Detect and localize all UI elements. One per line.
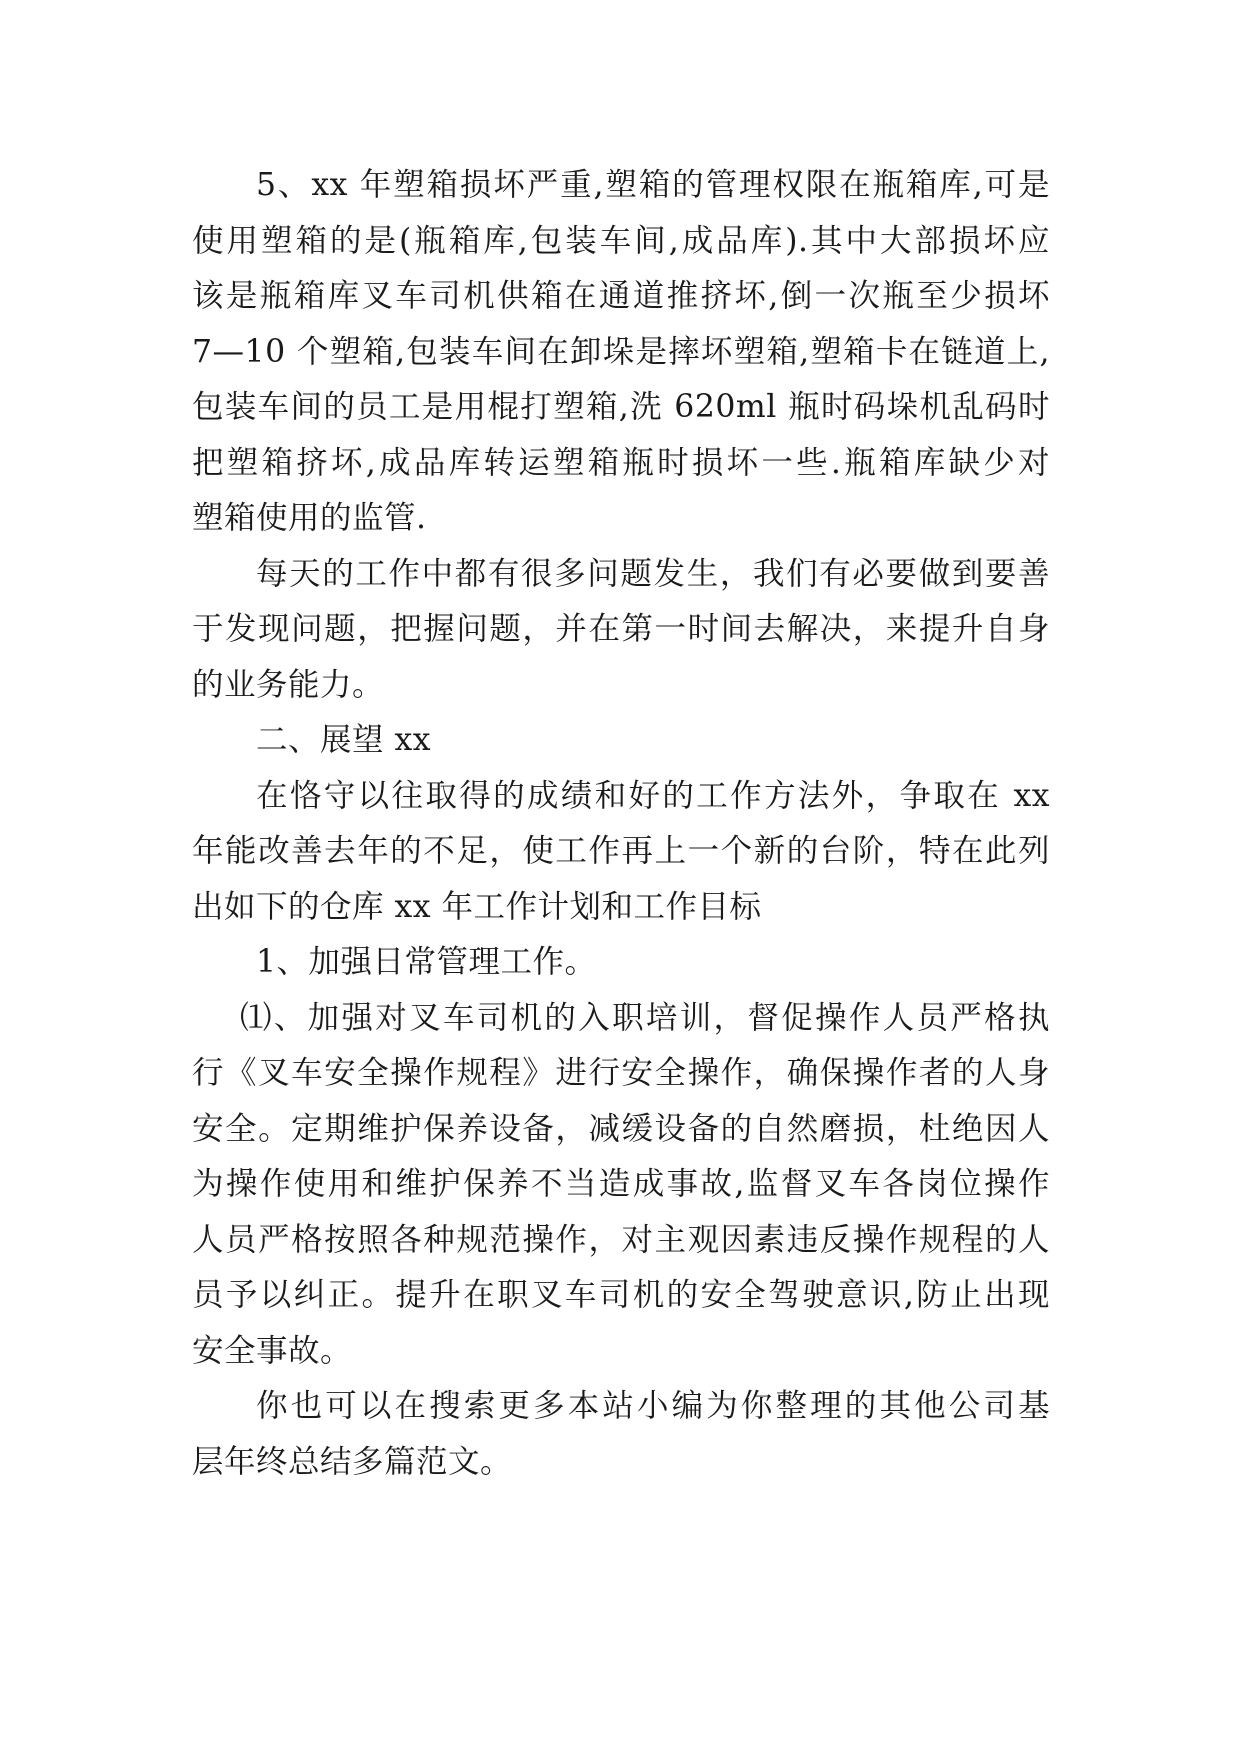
text-line: 包装车间的员工是用棍打塑箱,洗 620ml 瓶时码垛机乱码时 [192,389,1050,425]
text-line: 塑箱使用的监管. [192,500,427,536]
paragraph-forklift-training [192,991,1050,1380]
text-line: 安全。定期维护保养设备，减缓设备的自然磨损，杜绝因人 [192,1110,1050,1147]
text-line: 的业务能力。 [192,666,385,703]
list-item-daily-management [192,935,1050,991]
text-line: 每天的工作中都有很多问题发生，我们有必要做到要善 [256,555,1050,592]
text-line: 使用塑箱的是(瓶箱库,包装车间,成品库).其中大部损坏应 [192,222,1050,259]
text-line: ⑴、加强对叉车司机的入职培训，督促操作人员严格执 [240,999,1050,1036]
text-line: 年能改善去年的不足，使工作再上一个新的台阶，特在此列 [192,833,1050,869]
text-line: 出如下的仓库 xx 年工作计划和工作目标 [192,888,762,925]
text-line: 把塑箱挤坏,成品库转运塑箱瓶时损坏一些.瓶箱库缺少对 [192,444,1050,481]
text-line: 7—10 个塑箱,包装车间在卸垛是摔坏塑箱,塑箱卡在链道上, [192,333,1050,370]
section-heading-outlook [192,713,1050,769]
text-line: 人员严格按照各种规范操作，对主观因素违反操作规程的人 [192,1221,1050,1258]
document-body [192,158,1050,1490]
paragraph-plastic-crates [192,158,1050,547]
text-line: 在恪守以往取得的成绩和好的工作方法外，争取在 xx [256,777,1050,814]
paragraph-daily-problems [192,547,1050,714]
text-line: 层年终总结多篇范文。 [192,1443,513,1480]
text-line: 于发现问题，把握问题，并在第一时间去解决，来提升自身 [192,611,1050,647]
text-line: 5、xx 年塑箱损坏严重,塑箱的管理权限在瓶箱库,可是 [256,167,1050,203]
text-line: 你也可以在搜索更多本站小编为你整理的其他公司基 [256,1388,1050,1424]
text-line: 该是瓶箱库叉车司机供箱在通道推挤坏,倒一次瓶至少损坏 [192,278,1050,314]
text-line: 安全事故。 [192,1332,353,1369]
text-line: 员予以纠正。提升在职叉车司机的安全驾驶意识,防止出现 [192,1277,1050,1313]
paragraph-closing-note [192,1379,1050,1490]
text-line: 为操作使用和维护保养不当造成事故,监督叉车各岗位操作 [192,1166,1050,1202]
heading-line: 二、展望 xx [256,722,432,758]
text-line: 行《叉车安全操作规程》进行安全操作，确保操作者的人身 [192,1055,1050,1091]
paragraph-outlook-intro [192,769,1050,936]
text-line: 1、加强日常管理工作。 [256,944,597,980]
